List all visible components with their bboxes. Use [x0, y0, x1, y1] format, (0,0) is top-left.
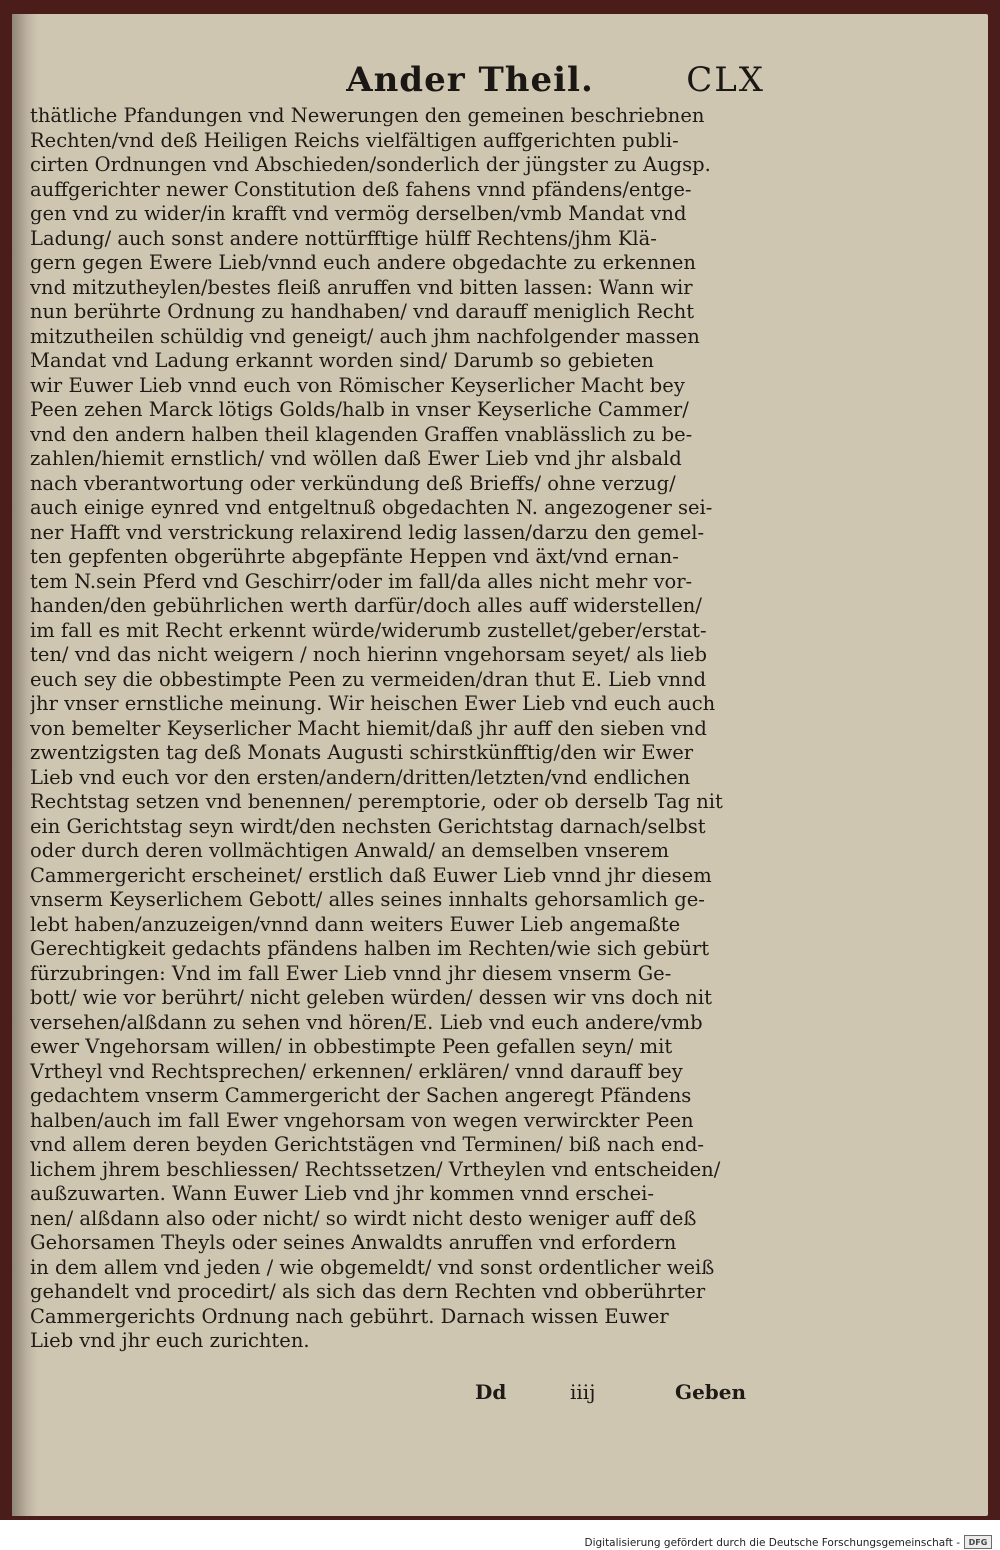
text-line: Cammergerichts Ordnung nach gebührt. Darnach wissen Euwer: [30, 1304, 669, 1328]
text-line: gedachtem vnserm Cammergericht der Sachen angeregt Pfändens: [30, 1084, 692, 1107]
text-line: gen vnd zu wider/in krafft vnd vermög derselben/vmb Mandat vnd: [30, 202, 687, 225]
text-line: mitzutheilen schüldig vnd geneigt/ auch jhm nachfolgender massen: [30, 324, 700, 348]
text-line: lebt haben/anzuzeigen/vnnd dann weiters Euwer Lieb angemaßte: [30, 912, 681, 936]
signature-number: iiij: [570, 1380, 596, 1404]
signature-mark: Dd: [475, 1380, 507, 1404]
text-line: Rechten/vnd deß Heiligen Reichs vielfältigen auffgerichten publi-: [30, 128, 679, 152]
text-line: von bemelter Keyserlicher Macht hiemit/daß jhr auff den sieben vnd: [30, 716, 707, 740]
text-line: vnd den andern halben theil klagenden Graffen vnablässlich zu be-: [30, 422, 693, 446]
text-line: nun berührte Ordnung zu handhaben/ vnd darauff meniglich Recht: [30, 300, 695, 323]
page-bottom-row: [30, 1380, 760, 1410]
text-line: gehandelt vnd procedirt/ als sich das dern Rechten vnd obberührter: [30, 1280, 706, 1303]
text-line: Gehorsamen Theyls oder seines Anwaldts anruffen vnd erfordern: [30, 1231, 677, 1254]
text-line: tem N.sein Pferd vnd Geschirr/oder im fall/da alles nicht mehr vor-: [30, 569, 693, 593]
folio-number: CLX: [686, 60, 765, 100]
text-line: auffgerichter newer Constitution deß fahens vnnd pfändens/entge-: [30, 177, 692, 201]
text-line: lichem jhrem beschliessen/ Rechtssetzen/ Vrtheylen vnd entscheiden/: [30, 1157, 721, 1181]
text-line: cirten Ordnungen vnd Abschieden/sonderlich der jüngster zu Augsp.: [30, 153, 711, 176]
text-line: ten gepfenten obgerührte abgepfänte Heppen vnd äxt/vnd ernan-: [30, 545, 679, 568]
text-line: wir Euwer Lieb vnnd euch von Römischer Keyserlicher Macht bey: [30, 373, 685, 397]
text-line: Vrtheyl vnd Rechtsprechen/ erkennen/ erklären/ vnnd darauff bey: [30, 1059, 683, 1083]
text-line: zwentzigsten tag deß Monats Augusti schirstkünfftig/den wir Ewer: [30, 741, 694, 764]
text-line: ner Hafft vnd verstrickung relaxirend ledig lassen/darzu den gemel-: [30, 520, 705, 544]
text-line: bott/ wie vor berührt/ nicht geleben würden/ dessen wir vns doch nit: [30, 986, 712, 1009]
dfg-logo: DFG: [964, 1535, 992, 1549]
text-line: nach vberantwortung oder verkündung deß Brieffs/ ohne verzug/: [30, 471, 676, 495]
text-line: halben/auch im fall Ewer vngehorsam von wegen verwirckter Peen: [30, 1108, 694, 1132]
text-line: jhr vnser ernstliche meinung. Wir heischen Ewer Lieb vnd euch auch: [30, 692, 716, 715]
text-line: Ladung/ auch sonst andere nottürfftige hülff Rechtens/jhm Klä-: [30, 226, 657, 250]
text-line: Cammergericht erscheinet/ erstlich daß Euwer Lieb vnnd jhr diesem: [30, 863, 712, 887]
text-line: vnserm Keyserlichem Gebott/ alles seines innhalts gehorsamlich ge-: [30, 888, 705, 911]
text-line: Peen zehen Marck lötigs Golds/halb in vnser Keyserliche Cammer/: [30, 398, 689, 421]
text-line: ewer Vngehorsam willen/ in obbestimpte Peen gefallen seyn/ mit: [30, 1035, 673, 1058]
body-text: [30, 104, 760, 1354]
text-line: Mandat vnd Ladung erkannt worden sind/ Darumb so gebieten: [30, 349, 654, 372]
text-line: ten/ vnd das nicht weigern / noch hierinn vngehorsam seyet/ als lieb: [30, 643, 707, 666]
text-line: Gerechtigkeit gedachts pfändens halben im Rechten/wie sich gebürt: [30, 937, 710, 960]
dfg-credit-text: Digitalisierung gefördert durch die Deutsche Forschungsgemeinschaft -: [584, 1537, 960, 1549]
text-line: Lieb vnd jhr euch zurichten.: [30, 1329, 310, 1352]
text-line: nen/ alßdann also oder nicht/ so wirdt nicht desto weniger auff deß: [30, 1206, 697, 1230]
text-line: in dem allem vnd jeden / wie obgemeldt/ vnd sonst ordentlicher weiß: [30, 1255, 715, 1279]
text-line: im fall es mit Recht erkennt würde/widerumb zustellet/geber/erstat-: [30, 618, 707, 642]
text-line: auch einige eynred vnd entgeltnuß obgedachten N. angezogener sei-: [30, 496, 713, 519]
running-head-title: Ander Theil.: [346, 60, 594, 100]
text-line: versehen/alßdann zu sehen vnd hören/E. Lieb vnd euch andere/vmb: [30, 1010, 703, 1034]
text-line: oder durch deren vollmächtigen Anwald/ an demselben vnserem: [30, 839, 670, 862]
text-line: thätliche Pfandungen vnd Newerungen den gemeinen beschriebnen: [30, 104, 705, 127]
text-line: außzuwarten. Wann Euwer Lieb vnd jhr kommen vnnd erschei-: [30, 1182, 654, 1205]
text-line: gern gegen Ewere Lieb/vnnd euch andere obgedachte zu erkennen: [30, 251, 696, 274]
catchword: Geben: [675, 1380, 747, 1404]
text-line: Rechtstag setzen vnd benennen/ peremptorie, oder ob derselb Tag nit: [30, 790, 723, 813]
text-line: Lieb vnd euch vor den ersten/andern/dritten/letzten/vnd endlichen: [30, 765, 691, 789]
text-line: vnd mitzutheylen/bestes fleiß anruffen vnd bitten lassen: Wann wir: [30, 275, 693, 299]
text-line: vnd allem deren beyden Gerichtstägen vnd Terminen/ biß nach end-: [30, 1133, 705, 1156]
text-line: fürzubringen: Vnd im fall Ewer Lieb vnnd jhr diesem vnserm Ge-: [30, 961, 672, 985]
text-line: zahlen/hiemit ernstlich/ vnd wöllen daß Ewer Lieb vnd jhr alsbald: [30, 447, 682, 470]
text-line: euch sey die obbestimpte Peen zu vermeiden/dran thut E. Lieb vnnd: [30, 667, 707, 691]
text-line: handen/den gebührlichen werth darfür/doch alles auff widerstellen/: [30, 594, 702, 617]
text-line: ein Gerichtstag seyn wirdt/den nechsten Gerichtstag darnach/selbst: [30, 814, 706, 838]
